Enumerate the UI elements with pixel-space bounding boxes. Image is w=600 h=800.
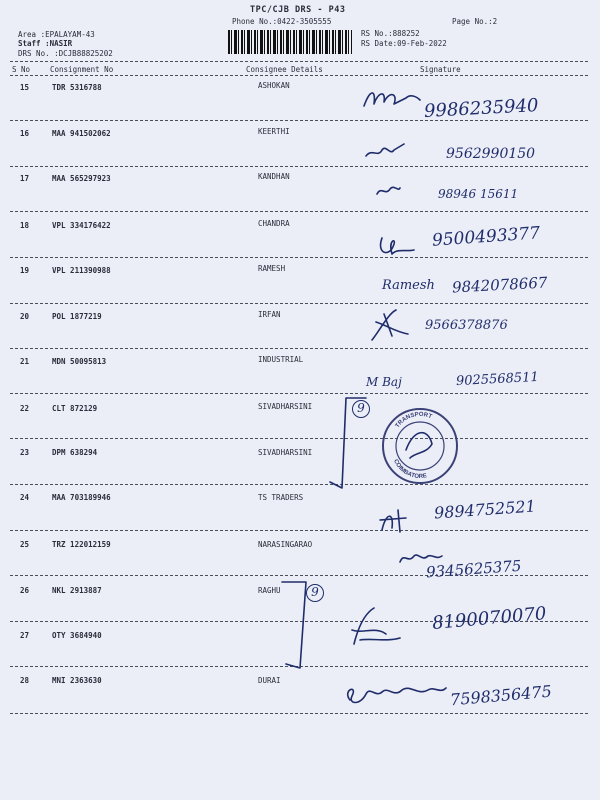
row-consignee: KANDHAN — [258, 172, 290, 181]
row-consignee: SIVADHARSINI — [258, 448, 313, 457]
col-consignment: Consignment No — [50, 65, 114, 74]
signature-scribble — [364, 138, 408, 162]
col-signature: Signature — [420, 65, 461, 74]
row-consignee: DURAI — [258, 676, 281, 685]
handwritten-name: Ramesh — [382, 278, 435, 293]
signature-scribble — [346, 604, 406, 650]
row-consignment: TDR 5316788 — [52, 83, 102, 92]
signature-scribble — [374, 234, 418, 262]
handwritten-phone: 9025568511 — [455, 369, 540, 390]
signature-scribble — [396, 546, 446, 568]
row-consignee: SIVADHARSINI — [258, 402, 313, 411]
handwritten-phone: 9894752521 — [433, 496, 537, 523]
signature-scribble — [376, 506, 416, 536]
header-divider — [10, 61, 588, 62]
stamp-text-top: TRANSPORT — [394, 411, 433, 430]
handwritten-phone: 7598356475 — [449, 681, 553, 710]
signature-scribble — [360, 84, 424, 114]
row-number: 28 — [20, 676, 30, 685]
row-consignment: MDN 50095813 — [52, 357, 107, 366]
handwritten-phone: 9566378876 — [425, 318, 508, 333]
row-consignment: MAA 703189946 — [52, 493, 111, 502]
handwritten-phone: 9500493377 — [431, 223, 541, 251]
signature-scribble — [340, 676, 450, 710]
handwritten-phone: 8190070070 — [431, 603, 548, 634]
row-number: 24 — [20, 493, 30, 502]
row-number: 18 — [20, 221, 30, 230]
handwritten-phone: 9986235940 — [423, 95, 540, 122]
document-title: TPC/CJB DRS - P43 — [250, 5, 346, 15]
signature-scribble — [366, 306, 416, 346]
row-divider — [10, 484, 588, 485]
col-consignee: Consignee Details — [246, 65, 323, 74]
row-consignment: MAA 565297923 — [52, 174, 111, 183]
row-number: 25 — [20, 540, 30, 549]
handwritten-phone: 9842078667 — [451, 273, 548, 297]
row-number: 27 — [20, 631, 30, 640]
signature-scribble — [374, 180, 402, 202]
row-number: 16 — [20, 129, 30, 138]
row-number: 21 — [20, 357, 30, 366]
row-consignment: POL 1877219 — [52, 312, 102, 321]
row-consignee: KEERTHI — [258, 127, 290, 136]
circled-number: 9 — [306, 584, 324, 602]
row-consignment: NKL 2913887 — [52, 586, 102, 595]
row-consignee: TS TRADERS — [258, 493, 304, 502]
row-consignee: INDUSTRIAL — [258, 355, 304, 364]
row-divider — [10, 393, 588, 394]
bracket-mark — [276, 574, 332, 674]
row-number: 15 — [20, 83, 30, 92]
staff-label: Staff :NASIR — [18, 39, 73, 48]
handwritten-phone: 98946 15611 — [438, 187, 519, 201]
row-consignment: VPL 211390988 — [52, 266, 111, 275]
row-number: 22 — [20, 404, 30, 413]
row-divider — [10, 438, 588, 439]
row-number: 23 — [20, 448, 30, 457]
row-divider — [10, 713, 588, 714]
row-consignee: IRFAN — [258, 310, 281, 319]
stamp-text-bottom: COIMBATORE — [392, 458, 428, 481]
area-label: Area :EPALAYAM-43 — [18, 30, 95, 39]
barcode — [228, 30, 352, 54]
page-number: Page No.:2 — [452, 17, 498, 26]
row-consignment: OTY 3684940 — [52, 631, 102, 640]
row-number: 17 — [20, 174, 30, 183]
columns-divider — [10, 75, 588, 76]
row-divider — [10, 120, 588, 121]
row-divider — [10, 303, 588, 304]
row-consignee: CHANDRA — [258, 219, 290, 228]
handwritten-phone: 9562990150 — [446, 146, 536, 162]
handwritten-phone: 9345625375 — [425, 556, 522, 582]
row-consignment: TRZ 122012159 — [52, 540, 111, 549]
row-consignee: RAMESH — [258, 264, 286, 273]
row-divider — [10, 530, 588, 531]
row-divider — [10, 348, 588, 349]
row-consignee: NARASINGARAO — [258, 540, 313, 549]
row-divider — [10, 211, 588, 212]
row-divider — [10, 166, 588, 167]
rs-number: RS No.:888252 — [361, 29, 420, 38]
rs-date: RS Date:09-Feb-2022 — [361, 39, 447, 48]
handwritten-name: M Baj — [366, 375, 402, 389]
row-divider — [10, 257, 588, 258]
row-consignee: RAGHU — [258, 586, 281, 595]
row-consignment: MNI 2363630 — [52, 676, 102, 685]
drs-number: DRS No. :DCJB88825202 — [18, 49, 113, 58]
circled-number: 9 — [352, 400, 370, 418]
company-stamp-seal — [380, 406, 460, 486]
row-number: 19 — [20, 266, 30, 275]
row-consignment: DPM 638294 — [52, 448, 98, 457]
row-consignment: MAA 941502062 — [52, 129, 111, 138]
col-sno: S No — [12, 65, 31, 74]
row-number: 26 — [20, 586, 30, 595]
row-consignment: VPL 334176422 — [52, 221, 111, 230]
phone-number: Phone No.:0422-3505555 — [232, 17, 332, 26]
row-consignee: ASHOKAN — [258, 81, 290, 90]
row-consignment: CLT 872129 — [52, 404, 98, 413]
row-number: 20 — [20, 312, 30, 321]
